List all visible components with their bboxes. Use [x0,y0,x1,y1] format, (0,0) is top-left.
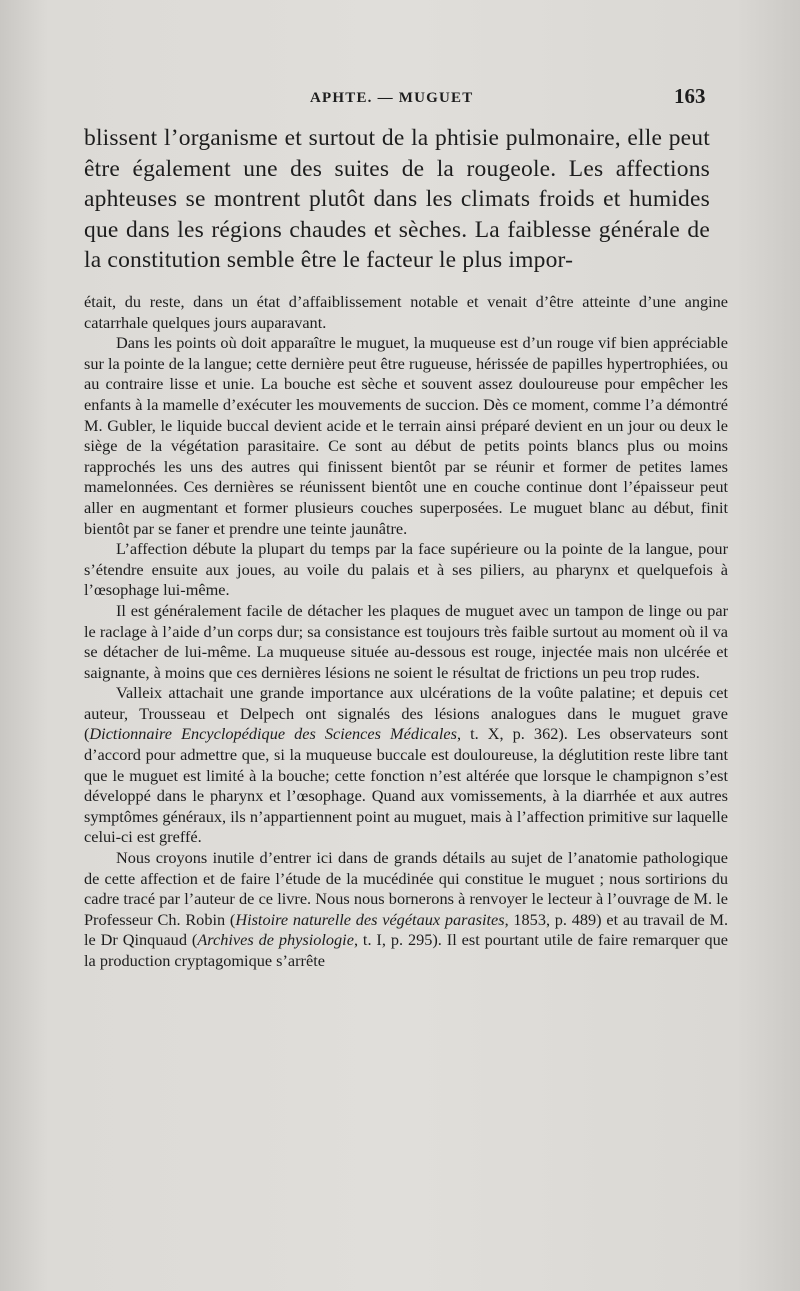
paragraph-6-text-b: , 1853, p. 489) et au travail de M. le Dr Qinquaud ( [84,909,729,950]
large-paragraph: blissent l’organisme et surtout de la phtisie pulmonaire, elle peut être également une des suites de la rougeole. Les affections aphteuses se montrent plutôt dans les climats froids et humides que dans les régions chaudes et sèches. La faiblesse générale de la constitution semble être le facteur le plus impor- [84,125,710,273]
small-print-body [84,292,728,972]
paragraph-6 [84,848,728,972]
running-title: APHTE. — MUGUET [310,90,474,106]
paragraph-6-text-c: , t. I, p. 295). Il est pourtant utile de faire remarquer que la production cryptagomique s’arrête [84,930,728,970]
citation-dictionnaire: Dictionnaire Encyclopédique des Sciences Médicales [89,724,457,744]
paragraph-5-text-a: Valleix attachait une grande importance aux ulcérations de la voûte palatine; et depuis cet auteur, Trousseau et Delpech ont signalés des lésions analogues dans le muguet grave ( [84,683,728,744]
page-header [0,84,800,114]
paragraph-4: Il est généralement facile de détacher les plaques de muguet avec un tampon de linge ou par le raclage à l’aide d’un corps dur; sa consistance est toujours très faible surtout au moment où il va se détacher de lui-même. La muqueuse située au-dessous est rouge, injectée mais non ulcérée et saignante, à moins que ces dernières lésions ne soient le résultat de frictions un peu trop rudes. [84,600,728,682]
paragraph-3: L’affection débute la plupart du temps par la face supérieure ou la pointe de la langue, pour s’étendre ensuite aux joues, au voile du palais et à ses piliers, au pharynx et quelquefois à l’œsophage lui-même. [84,539,728,600]
large-print-continuation [84,123,710,276]
paragraph-6-text-a: Nous croyons inutile d’entrer ici dans de grands détails au sujet de l’anatomie pathologique de cette affection et de faire l’étude de la mucédinée qui constitue le muguet ; nous sortirions du cadre tracé par l’auteur de ce livre. Nous nous bornerons à renvoyer le lecteur à l’ouvrage de M. le Professeur Ch. Robin ( [84,848,728,929]
page-number: 163 [674,84,706,108]
paragraph-1: était, du reste, dans un état d’affaiblissement notable et venait d’être atteinte d’une angine catarrhale quelques jours auparavant. [84,292,728,332]
citation-archives: Archives de physiologie [197,930,354,950]
paragraph-5-text-b: , t. X, p. 362). Les observateurs sont d’accord pour admettre que, si la muqueuse buccale est douloureuse, la déglutition reste libre tant que le muguet est limité à la bouche; cette fonction n’est altérée que lorsque le champignon s’est développé dans le pharynx et l’œsophage. Quand aux vomissements, à la diarrhée et aux autres symptômes généraux, ils n’appartiennent point au muguet, mais à l’affection primitive sur laquelle celui-ci est greffé. [84,724,728,847]
paragraph-5 [84,683,728,848]
citation-histoire-naturelle: Histoire naturelle des végétaux parasites [235,909,505,929]
paragraph-2: Dans les points où doit apparaître le muguet, la muqueuse est d’un rouge vif bien appréciable sur la pointe de la langue; cette dernière peut être rugueuse, hérissée de papilles hypertrophiées, ou au contraire lisse et unie. La bouche est sèche et souvent assez douloureuse pour empêcher les enfants à la mamelle d’exécuter les mouvements de succion. Dès ce moment, comme l’a démontré M. Gubler, le liquide buccal devient acide et le terrain ainsi préparé devient en un jour ou deux le siège de la végétation parasitaire. Ce sont au début de petits points blancs plus ou moins rapprochés les uns des autres qui finissent bientôt par se réunir et former de petites lames mamelonnées. Ces dernières se réunissent bientôt une en couche continue dont l’épaisseur peut aller en augmentant et former plusieurs couches superposées. Le muguet blanc au début, finit bientôt par se faner et prendre une teinte jaunâtre. [84,333,728,538]
